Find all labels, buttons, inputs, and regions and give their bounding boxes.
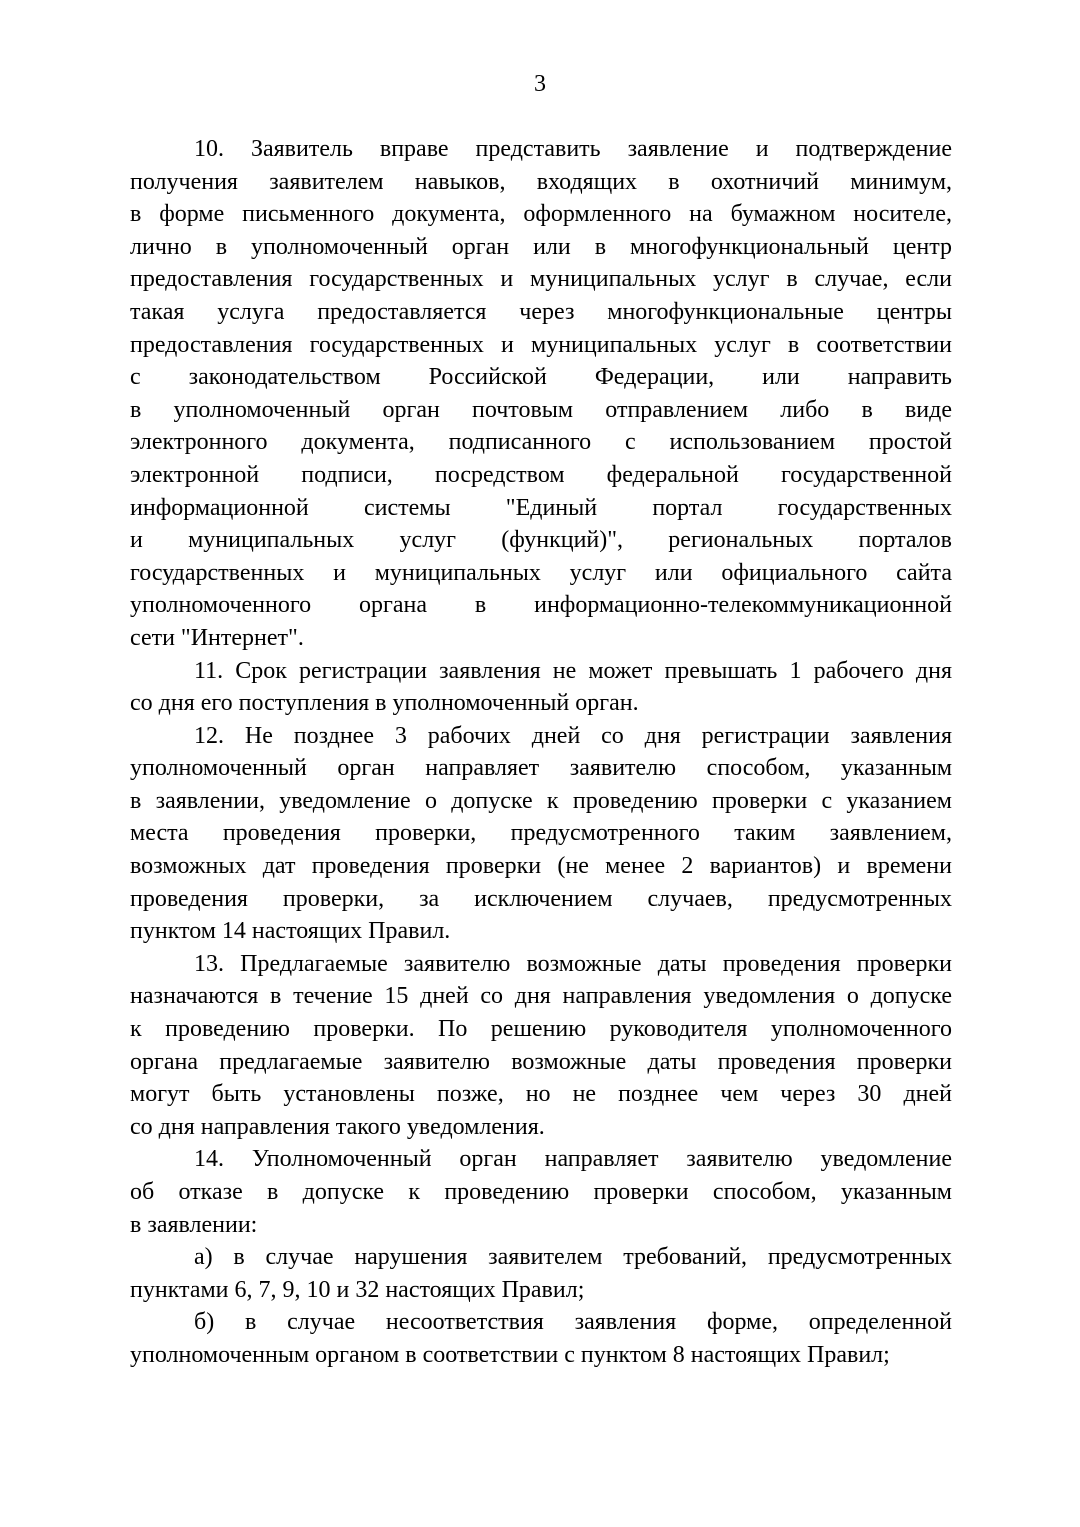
text-line: сети "Интернет". (130, 624, 304, 651)
text-line: назначаются в течение 15 дней со дня направления уведомления о допуске (130, 983, 952, 1010)
text-line: об отказе в допуске к проведению проверки способом, указанным (130, 1179, 952, 1205)
text-line: 10. Заявитель вправе представить заявление и подтверждение (194, 136, 952, 162)
text-line: в уполномоченный орган почтовым отправлением либо в виде (130, 396, 952, 423)
text-line: пунктами 6, 7, 9, 10 и 32 настоящих Правил; (130, 1276, 585, 1303)
text-line: 13. Предлагаемые заявителю возможные даты проведения проверки (194, 950, 952, 977)
paragraph-p10 (130, 133, 952, 655)
text-line: уполномоченным органом в соответствии с пунктом 8 настоящих Правил; (130, 1341, 890, 1368)
text-line: уполномоченный орган направляет заявителю способом, указанным (130, 755, 952, 782)
text-line: электронной подписи, посредством федеральной государственной (130, 461, 952, 488)
text-line: государственных и муниципальных услуг или официального сайта (130, 559, 952, 586)
paragraph-p14 (130, 1143, 952, 1241)
paragraph-p13 (130, 948, 952, 1144)
text-line: и муниципальных услуг (функций)", региональных порталов (130, 527, 952, 554)
text-line: к проведению проверки. По решению руководителя уполномоченного (130, 1016, 952, 1043)
text-line: в заявлении, уведомление о допуске к проведению проверки с указанием (130, 787, 952, 814)
paragraph-p14b (130, 1306, 952, 1371)
text-line: получения заявителем навыков, входящих в охотничий минимум, (130, 168, 952, 195)
text-line: 11. Срок регистрации заявления не может превышать 1 рабочего дня (194, 657, 952, 684)
text-line: предоставления государственных и муниципальных услуг в случае, если (130, 266, 952, 293)
paragraph-p11 (130, 655, 952, 720)
text-line: могут быть установлены позже, но не позднее чем через 30 дней (130, 1081, 952, 1108)
text-line: со дня направления такого уведомления. (130, 1113, 545, 1140)
text-line: а) в случае нарушения заявителем требований, предусмотренных (194, 1244, 952, 1271)
text-line: 12. Не позднее 3 рабочих дней со дня регистрации заявления (194, 722, 952, 749)
paragraph-p14a (130, 1241, 952, 1306)
page-number: 3 (534, 71, 546, 97)
text-line: проведения проверки, за исключением случаев, предусмотренных (130, 885, 952, 912)
document-body (130, 133, 952, 1372)
text-line: пунктом 14 настоящих Правил. (130, 918, 451, 945)
text-line: со дня его поступления в уполномоченный орган. (130, 690, 639, 717)
text-line: такая услуга предоставляется через многофункциональные центры (130, 298, 952, 325)
text-line: уполномоченного органа в информационно-телекоммуникационной (130, 592, 952, 619)
text-line: б) в случае несоответствия заявления форме, определенной (194, 1309, 952, 1336)
text-line: информационной системы "Единый портал государственных (130, 494, 952, 521)
text-line: с законодательством Российской Федерации, или направить (130, 364, 952, 391)
text-line: в форме письменного документа, оформленного на бумажном носителе, (130, 201, 952, 228)
paragraph-p12 (130, 720, 952, 948)
text-line: 14. Уполномоченный орган направляет заявителю уведомление (194, 1146, 952, 1173)
text-line: в заявлении: (130, 1211, 258, 1238)
text-line: предоставления государственных и муниципальных услуг в соответствии (130, 331, 952, 358)
text-line: электронного документа, подписанного с использованием простой (130, 429, 952, 456)
text-line: возможных дат проведения проверки (не менее 2 вариантов) и времени (130, 853, 952, 880)
text-line: органа предлагаемые заявителю возможные даты проведения проверки (130, 1048, 952, 1075)
text-line: лично в уполномоченный орган или в многофункциональный центр (130, 233, 952, 260)
text-line: места проведения проверки, предусмотренного таким заявлением, (130, 820, 952, 847)
